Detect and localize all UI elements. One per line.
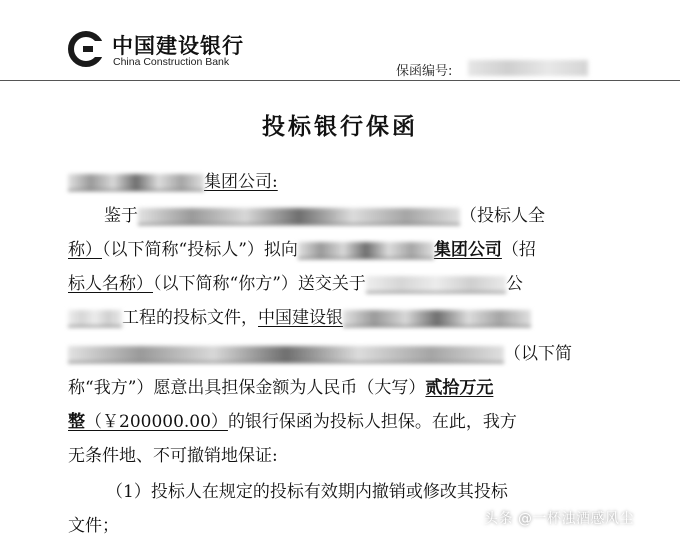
body-line-2 xyxy=(68,238,536,262)
text-segment: 集团公司 xyxy=(433,240,502,260)
redacted-text xyxy=(68,310,122,327)
text-segment: （以下简称“投标人”）拟向 xyxy=(102,240,298,260)
redacted-text xyxy=(343,310,531,327)
body-line-6 xyxy=(68,376,493,400)
amount-in-figures: （￥200000.00） xyxy=(85,412,228,432)
body-line-4 xyxy=(68,306,531,330)
source-watermark: 头条 @一杯浊酒感风尘 xyxy=(484,511,634,527)
amount-in-words: 贰拾万元 xyxy=(425,378,494,398)
redacted-text xyxy=(68,346,504,363)
text-segment: 中国建设银 xyxy=(258,308,343,328)
text-segment: 鉴于 xyxy=(104,206,138,226)
clause-1: （1）投标人在规定的投标有效期内撤销或修改其投标 xyxy=(106,482,508,502)
guarantee-number-label: 保函编号: xyxy=(396,64,453,79)
text-segment: 的银行保函为投标人担保。在此，我方 xyxy=(227,412,517,432)
header-divider xyxy=(0,80,680,81)
body-line-7 xyxy=(68,410,517,434)
redacted-text xyxy=(366,276,506,293)
text-segment: 工程的投标文件， xyxy=(122,308,258,328)
body-line-3 xyxy=(68,272,523,296)
body-line-1 xyxy=(104,204,545,228)
text-segment: （招 xyxy=(501,240,536,260)
document-title: 投标银行保函 xyxy=(262,113,418,140)
redacted-text xyxy=(138,208,460,225)
clause-1-continued: 文件； xyxy=(68,516,119,536)
text-segment: 公 xyxy=(505,274,523,294)
text-segment: （以下简称“你方”）送交关于 xyxy=(153,274,366,294)
addressee-company: 集团公司: xyxy=(204,172,278,192)
text-segment: 称） xyxy=(68,240,102,260)
text-segment: 整 xyxy=(68,412,85,432)
bank-name-en: China Construction Bank xyxy=(113,56,230,68)
text-segment: 标人名称） xyxy=(68,274,153,294)
addressee-line xyxy=(68,170,278,194)
bank-name-cn: 中国建设银行 xyxy=(112,34,244,58)
text-segment: （以下简 xyxy=(504,344,572,364)
text-segment: 称“我方”）愿意出具担保金额为人民币（大写） xyxy=(68,378,426,398)
redacted-text xyxy=(68,174,204,191)
redacted-text xyxy=(298,242,434,259)
body-line-5 xyxy=(68,342,572,366)
body-line-8: 无条件地、不可撤销地保证: xyxy=(68,446,278,466)
text-segment: （投标人全 xyxy=(460,206,545,226)
ccb-logo-icon xyxy=(68,31,104,67)
guarantee-number-redacted xyxy=(468,60,588,76)
